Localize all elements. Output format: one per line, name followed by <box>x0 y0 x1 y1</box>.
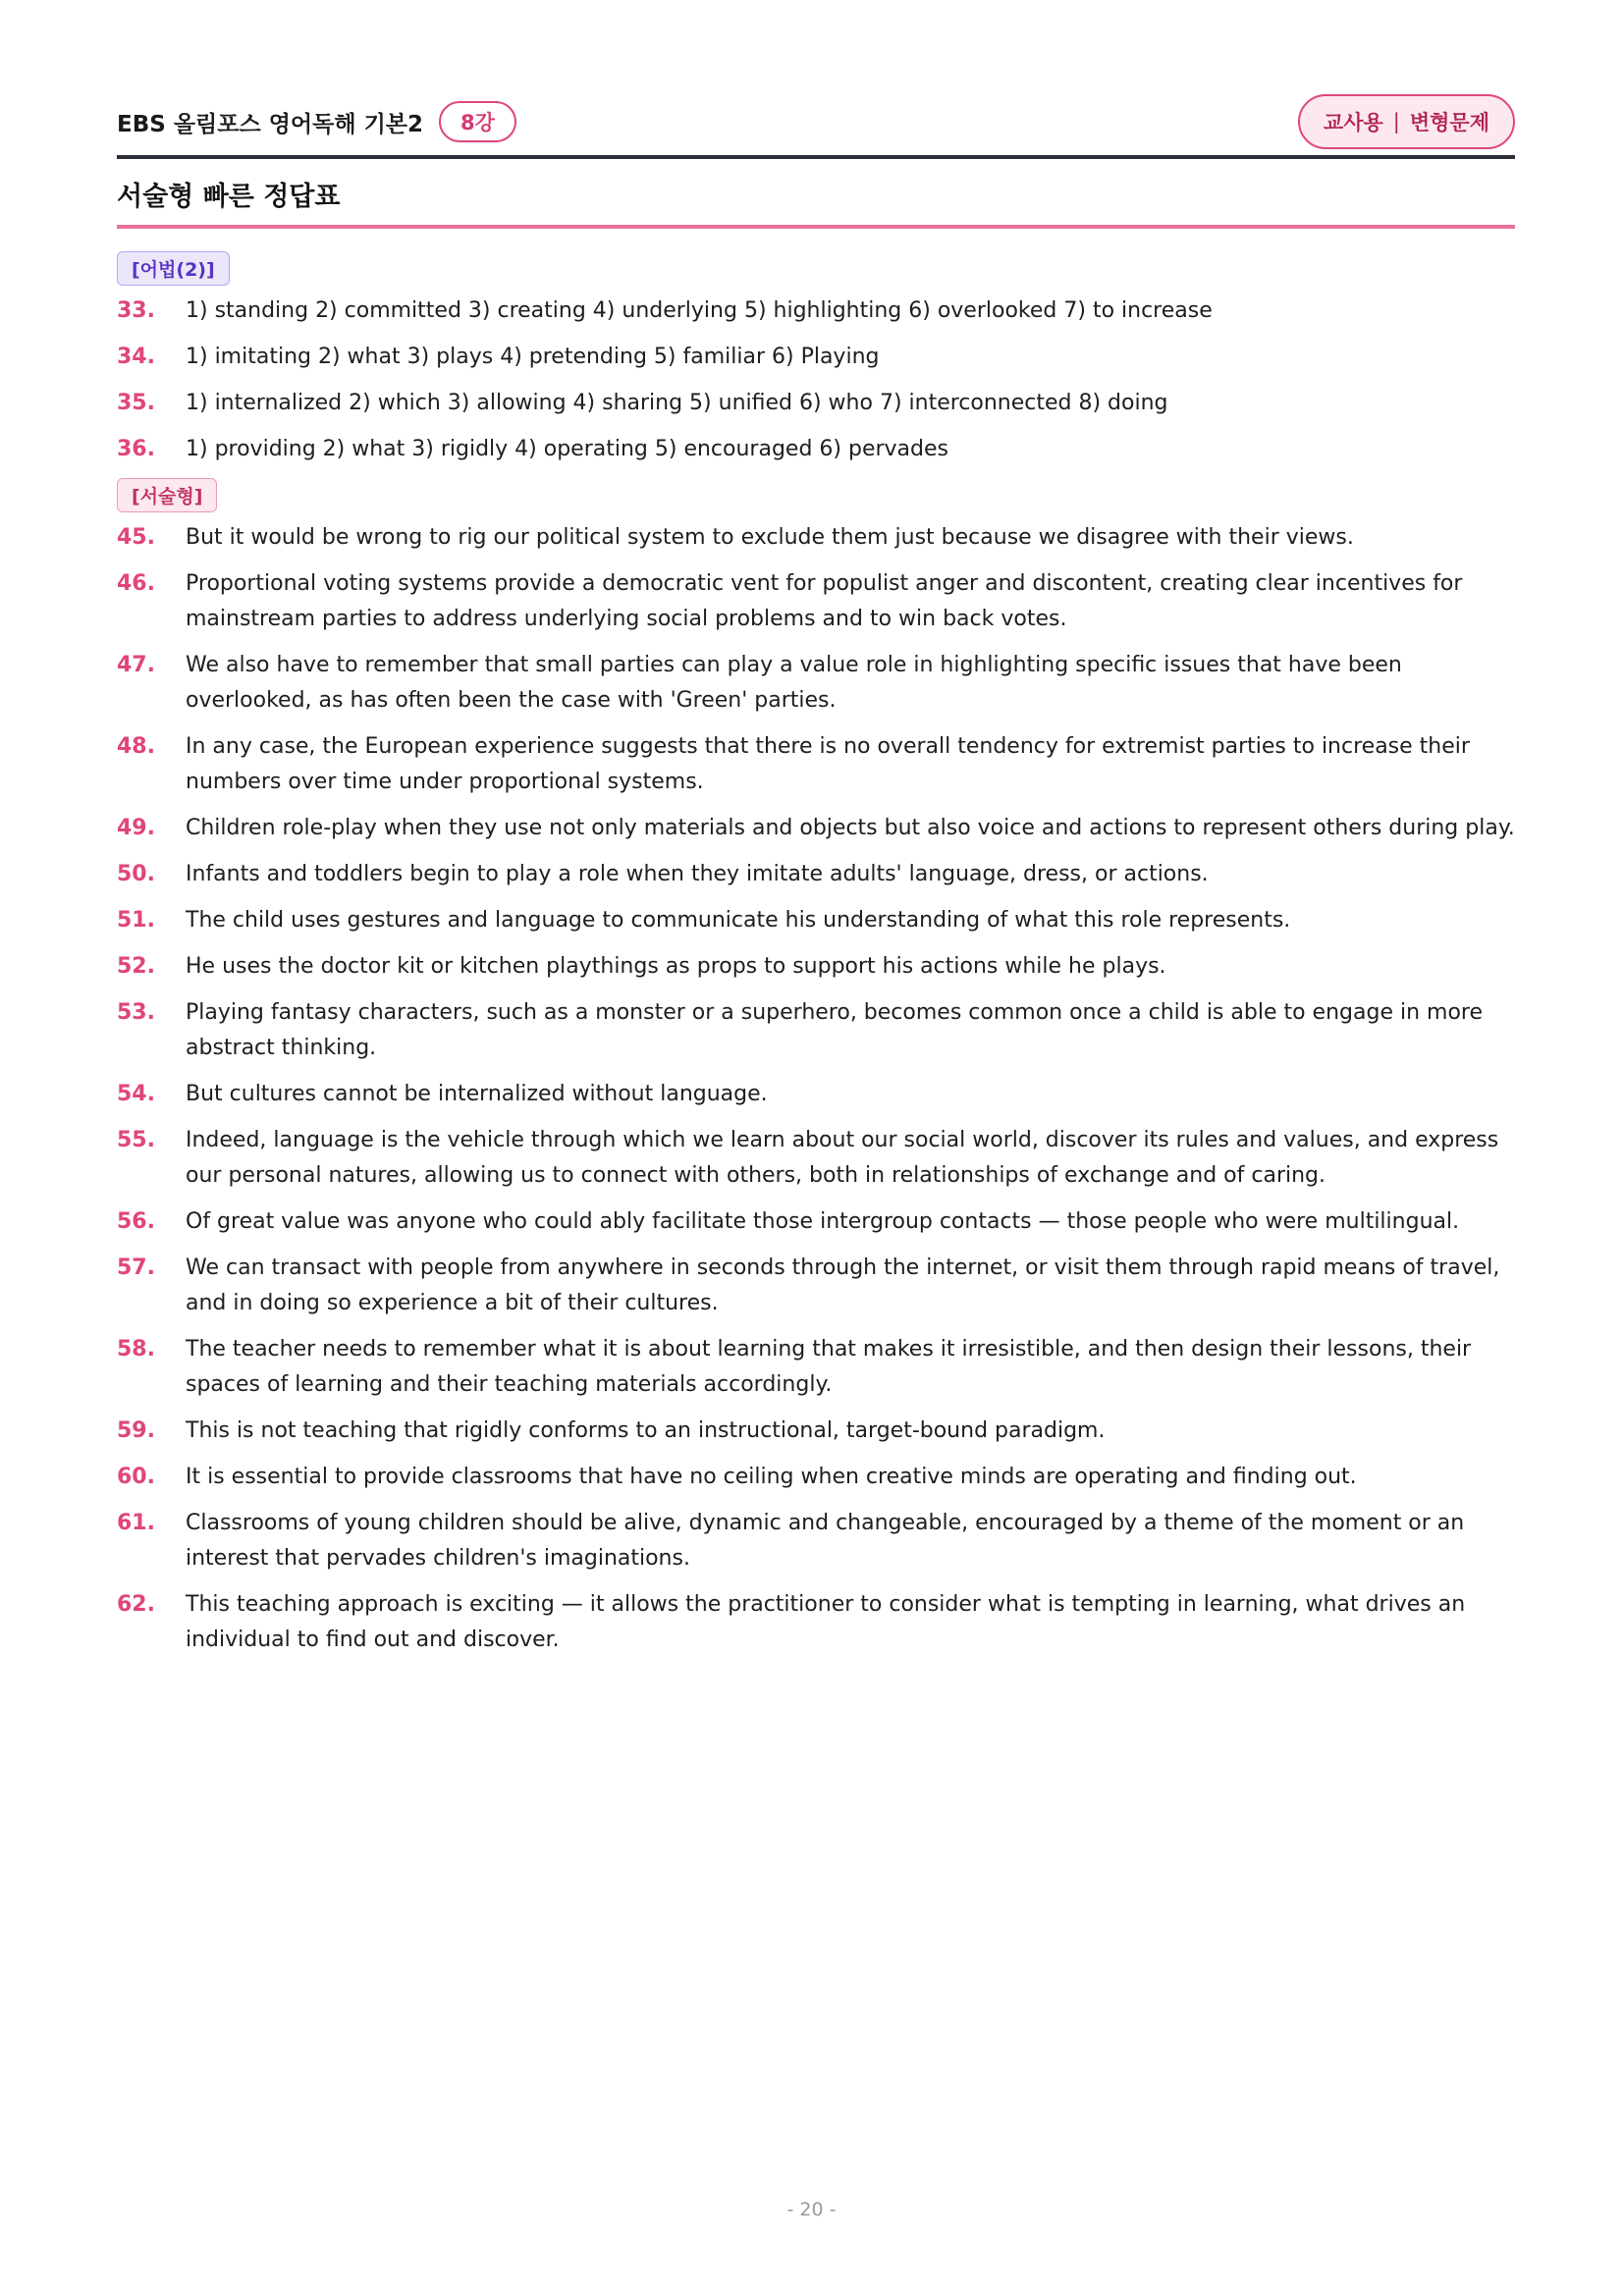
answer-text: Children role-play when they use not only materials and objects but also voice and actions to represent others during play. <box>186 816 1515 840</box>
answer-item <box>117 949 1515 985</box>
page-header <box>117 94 1515 149</box>
answer-item <box>117 1123 1515 1194</box>
edition-badge <box>1298 94 1515 149</box>
answer-item <box>117 566 1515 637</box>
title-divider <box>117 225 1515 229</box>
question-number: 45. <box>117 525 155 550</box>
answer-item <box>117 1414 1515 1449</box>
answer-item <box>117 1204 1515 1240</box>
grammar-tag-wrap <box>117 251 1515 286</box>
question-number: 59. <box>117 1418 155 1443</box>
question-number: 57. <box>117 1255 155 1280</box>
answer-text: It is essential to provide classrooms that have no ceiling when creative minds are operating and finding out. <box>186 1465 1357 1489</box>
answer-item <box>117 1332 1515 1403</box>
lesson-badge: 8강 <box>439 101 516 142</box>
answer-text: 1) standing 2) committed 3) creating 4) underlying 5) highlighting 6) overlooked 7) to increase <box>186 298 1213 323</box>
answer-item <box>117 1460 1515 1495</box>
answer-item <box>117 648 1515 719</box>
answer-item <box>117 520 1515 556</box>
question-number: 52. <box>117 954 155 979</box>
type-label: 변형문제 <box>1409 111 1489 134</box>
header-left <box>117 94 516 149</box>
question-number: 54. <box>117 1082 155 1106</box>
section-title: 서술형 빠른 정답표 <box>117 182 341 212</box>
answer-text: This is not teaching that rigidly conforms to an instructional, target-bound paradigm. <box>186 1418 1106 1443</box>
question-number: 53. <box>117 1000 155 1025</box>
answer-text: But cultures cannot be internalized without language. <box>186 1082 768 1106</box>
answer-text: We can transact with people from anywhere in seconds through the internet, or visit them through rapid means of travel, and in doing so experience a bit of their cultures. <box>186 1255 1500 1315</box>
answer-item <box>117 340 1515 375</box>
question-number: 49. <box>117 816 155 840</box>
question-number: 33. <box>117 298 155 323</box>
answer-item <box>117 857 1515 892</box>
question-number: 34. <box>117 345 155 369</box>
question-number: 56. <box>117 1209 155 1234</box>
page-number: - 20 - <box>786 2199 837 2220</box>
question-number: 55. <box>117 1128 155 1152</box>
answer-text: We also have to remember that small parties can play a value role in highlighting specific issues that have been overlooked, as has often been the case with 'Green' parties. <box>186 653 1402 713</box>
question-number: 50. <box>117 862 155 886</box>
answer-item <box>117 729 1515 800</box>
answer-item <box>117 386 1515 421</box>
question-number: 47. <box>117 653 155 677</box>
answer-item <box>117 1506 1515 1576</box>
answer-text: 1) providing 2) what 3) rigidly 4) operating 5) encouraged 6) pervades <box>186 437 948 461</box>
answer-text: Playing fantasy characters, such as a monster or a superhero, becomes common once a child is able to engage in more abstract thinking. <box>186 1000 1484 1060</box>
answer-text: Indeed, language is the vehicle through which we learn about our social world, discover its rules and values, and express our personal natures, allowing us to connect with others, both in relationships of exchange and of caring. <box>186 1128 1499 1188</box>
answer-text: Proportional voting systems provide a democratic vent for populist anger and discontent, creating clear incentives for mainstream parties to address underlying social problems and to win back votes. <box>186 571 1463 631</box>
answer-text: Of great value was anyone who could ably facilitate those intergroup contacts — those people who were multilingual. <box>186 1209 1460 1234</box>
header-divider <box>117 155 1515 159</box>
essay-section-tag: [서술형] <box>117 478 217 512</box>
answer-item <box>117 1077 1515 1112</box>
answer-text: Classrooms of young children should be alive, dynamic and changeable, encouraged by a theme of the moment or an interest that pervades children's imaginations. <box>186 1511 1465 1571</box>
question-number: 46. <box>117 571 155 596</box>
answer-content <box>117 251 1515 1669</box>
question-number: 51. <box>117 908 155 933</box>
answer-item <box>117 903 1515 938</box>
grammar-answer-list <box>117 294 1515 467</box>
question-number: 58. <box>117 1337 155 1362</box>
question-number: 60. <box>117 1465 155 1489</box>
answer-item <box>117 432 1515 467</box>
answer-item <box>117 995 1515 1066</box>
edition-separator: | <box>1392 110 1400 133</box>
answer-text: 1) imitating 2) what 3) plays 4) pretending 5) familiar 6) Playing <box>186 345 880 369</box>
answer-item <box>117 811 1515 846</box>
question-number: 48. <box>117 734 155 759</box>
answer-text: He uses the doctor kit or kitchen playthings as props to support his actions while he plays. <box>186 954 1166 979</box>
question-number: 36. <box>117 437 155 461</box>
book-title: EBS 올림포스 영어독해 기본2 <box>117 111 424 137</box>
question-number: 61. <box>117 1511 155 1535</box>
answer-text: This teaching approach is exciting — it allows the practitioner to consider what is tempting in learning, what drives an individual to find out and discover. <box>186 1592 1466 1652</box>
answer-text: In any case, the European experience suggests that there is no overall tendency for extremist parties to increase their numbers over time under proportional systems. <box>186 734 1470 794</box>
answer-item <box>117 294 1515 329</box>
answer-text: The child uses gestures and language to communicate his understanding of what this role represents. <box>186 908 1291 933</box>
answer-item <box>117 1251 1515 1321</box>
answer-text: Infants and toddlers begin to play a role when they imitate adults' language, dress, or actions. <box>186 862 1209 886</box>
edition-label: 교사용 <box>1323 111 1383 134</box>
answer-text: But it would be wrong to rig our political system to exclude them just because we disagree with their views. <box>186 525 1354 550</box>
answer-text: The teacher needs to remember what it is about learning that makes it irresistible, and then design their lessons, their spaces of learning and their teaching materials accordingly. <box>186 1337 1472 1397</box>
essay-tag-wrap <box>117 478 1515 512</box>
answer-item <box>117 1587 1515 1658</box>
question-number: 35. <box>117 391 155 415</box>
essay-answer-list <box>117 520 1515 1658</box>
grammar-section-tag: [어법(2)] <box>117 251 230 286</box>
question-number: 62. <box>117 1592 155 1617</box>
answer-text: 1) internalized 2) which 3) allowing 4) sharing 5) unified 6) who 7) interconnected 8) doing <box>186 391 1168 415</box>
